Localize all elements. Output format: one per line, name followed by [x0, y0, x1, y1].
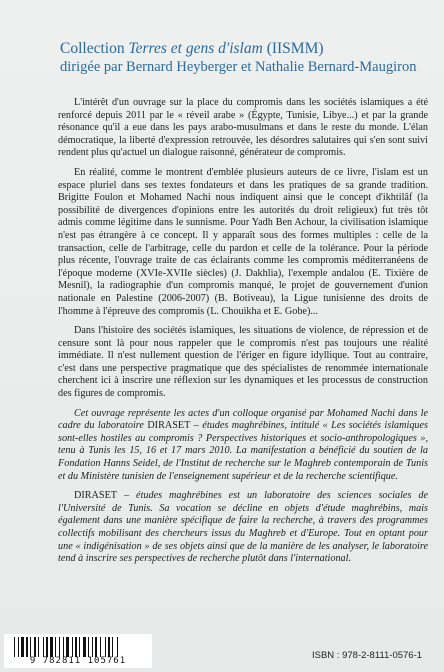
- barcode-bar: [21, 637, 24, 657]
- barcode-bar: [26, 637, 28, 657]
- barcode-bar: [50, 637, 53, 657]
- paragraph-laboratory: DIRASET – études maghrébines est un laboratoire des sciences sociales de l'Université de Tunis. Sa vocation se décline en objets d'étude maghrébins, mais également dans une manière spécifique de faire la recherche, à travers des programmes collectifs mobilisant des chercheurs issus du Maghreb et d'Europe. Tout en optant pour une « indigénisation » de ses objets ainsi que de la manière de les analyser, le laboratoire tend à inscrire ses perspectives de recherche plutôt dans l'international.: [58, 490, 428, 565]
- barcode-number: 9 782811 105761: [29, 656, 127, 666]
- paragraph-authors: En réalité, comme le montrent d'emblée plusieurs auteurs de ce livre, l'islam est un espace pluriel dans ses textes fondateurs et dans les pratiques de sa grande tradition. Brigitte Foulon et Mohamed Nachi nous indiquent ainsi que le concept d'ikhtilâf (la possibilité de divergences d'opinions entre les autorités du droit religieux) fut très tôt admis comme légitime dans le sunnisme. Pour Yadh Ben Achour, la civilisation islamique n'est pas étrangère à ce concept. Il y apparaît sous des formes multiples : celle de la transaction, celle de l'arbitrage, celle du pardon et celle de la tolérance. Pour la période plus récente, l'ouvrage traite de cas éclairants comme les compromis méditerranéens de l'époque moderne (XVIe-XVIIe siècles) (J. Dakhlia), l'exemple andalou (E. Tixière de Mesnil), la radiographie d'un compromis manqué, le projet de gouvernement d'union nationale en Palestine (2006-2007) (B. Botiveau), la Ligue tunisienne des droits de l'homme à l'épreuve des compromis (L. Chouikha et E. Gobe)...: [58, 166, 428, 317]
- barcode-bar: [72, 637, 73, 657]
- barcode-bars: [14, 637, 142, 657]
- barcode-bar: [30, 637, 31, 657]
- paragraph-intro: L'intérêt d'un ouvrage sur la place du compromis dans les sociétés islamiques a été renforcé depuis 2011 par le « réveil arabe » (Égypte, Tunisie, Libye...) et par la grande résonance qu'il a eue dans les pays arabo-musulmans et dans le reste du monde. L'élan démocratique, la liberté d'expression retrouvée, les désordres salutaires qui s'en sont suivi rendent plus qu'actuel un dialogue raisonné, générateur de compromis.: [58, 97, 428, 159]
- barcode-bar: [92, 637, 93, 657]
- paragraph-colloquium: Cet ouvrage représente les actes d'un colloque organisé par Mohamed Nachi dans le cadre du laboratoire DIRASET – études maghrébines, intitulé « Les sociétés islamiques sont-elles hostiles au compromis ? Perspectives historiques et socio-anthropologiques », tenu à Tunis les 15, 16 et 17 mars 2010. La manifestation a bénéficié du soutien de la Fondation Hanns Seidel, de l'Institut de recherche sur le Maghreb contemporain de Tunis et du Ministère tunisien de l'enseignement supérieur et de la recherche scientifique.: [58, 407, 428, 482]
- barcode-bar: [105, 637, 106, 657]
- lab-name: DIRASET: [74, 490, 118, 502]
- barcode-bar: [55, 637, 56, 657]
- lab-name: DIRASET: [147, 420, 191, 432]
- barcode-bar: [83, 637, 86, 657]
- collection-title-line: [60, 40, 432, 58]
- collection-title: Terres et gens d'islam: [128, 40, 263, 57]
- paragraph-history: Dans l'histoire des sociétés islamiques, les situations de violence, de répression et de censure sont là pour nous rappeler que le compromis n'est pas toujours une réalité immédiate. Il n'est nullement question de l'ériger en figure idyllique. Tout au contraire, c'est dans une perspective pragmatique que des spécialistes de renommée internationale cherchent ici à inscrire une réflexion sur les dynamiques et les processus de construction des figures de compromis.: [58, 325, 428, 400]
- barcode-bar: [18, 637, 19, 657]
- barcode-bar: [34, 637, 36, 657]
- barcode-bar: [59, 637, 60, 657]
- barcode-bar: [75, 637, 77, 657]
- barcode: [4, 634, 152, 668]
- barcode-bar: [79, 637, 80, 657]
- barcode-bar: [88, 637, 89, 657]
- barcode-bar: [95, 637, 97, 657]
- barcode-bar: [38, 637, 39, 657]
- barcode-bar: [66, 637, 69, 657]
- blurb: [58, 97, 428, 573]
- barcode-bar: [46, 637, 48, 657]
- barcode-bar: [14, 637, 15, 657]
- barcode-bar: [100, 637, 101, 657]
- collection-suffix: (IISMM): [262, 40, 324, 57]
- barcode-bar: [112, 637, 113, 657]
- collection-heading: [60, 40, 432, 76]
- barcode-bar: [108, 637, 110, 657]
- collection-prefix: Collection: [60, 40, 129, 57]
- isbn: ISBN : 978-2-8111-0576-1: [312, 650, 423, 661]
- barcode-bar: [117, 637, 118, 657]
- collection-directors: dirigée par Bernard Heyberger et Nathalie Bernard-Maugiron: [60, 59, 417, 75]
- barcode-bar: [43, 637, 44, 657]
- barcode-bar: [63, 637, 64, 657]
